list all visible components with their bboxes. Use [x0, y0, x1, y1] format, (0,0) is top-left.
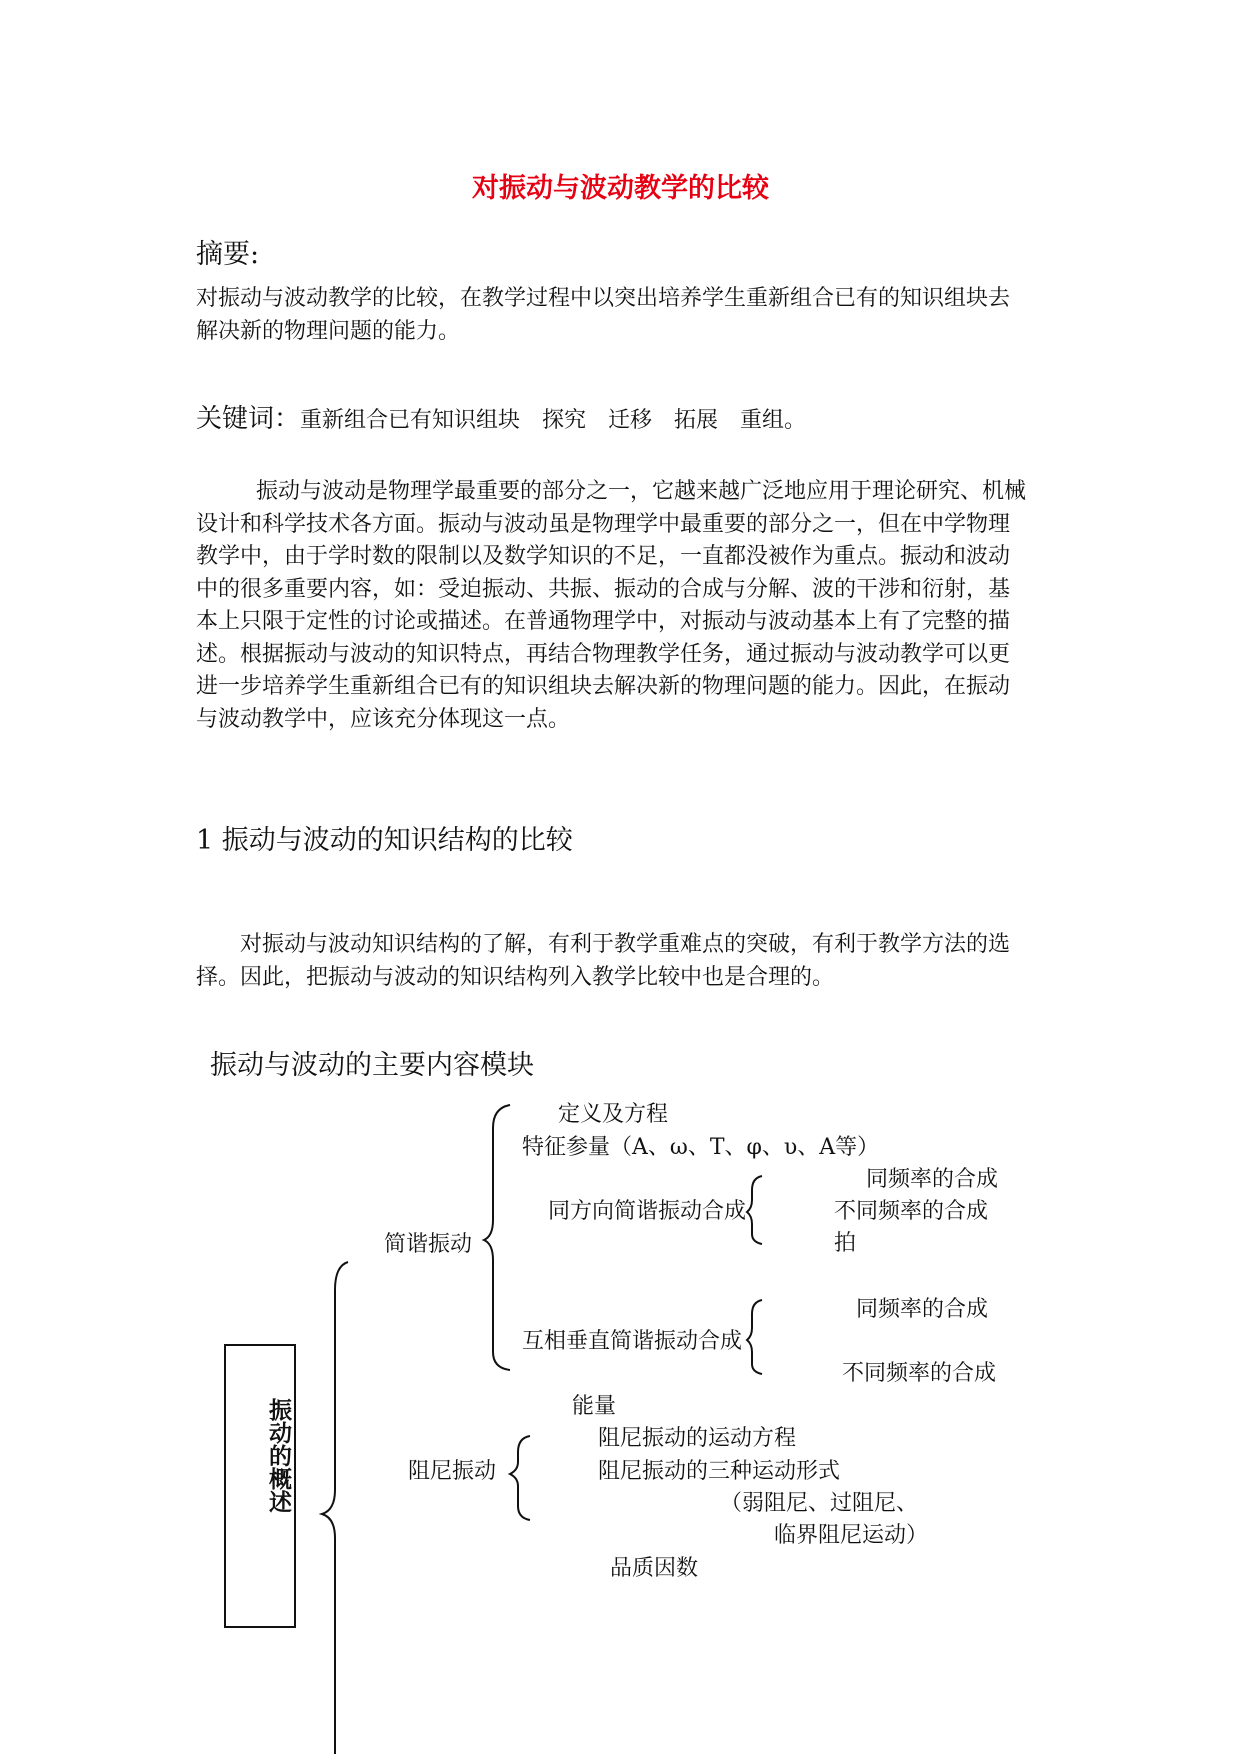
section-1-heading: 1 振动与波动的知识结构的比较	[196, 825, 573, 856]
tree-damped-forms-b: 临界阻尼运动）	[774, 1523, 929, 1548]
tree-definition: 定义及方程	[558, 1102, 669, 1127]
abstract-heading: 摘要:	[196, 239, 260, 270]
tree-same-direction: 同方向简谐振动合成	[548, 1199, 747, 1224]
concept-box	[224, 1344, 296, 1628]
tree-perp-diff-freq: 不同频率的合成	[842, 1361, 997, 1386]
keywords-label: 关键词：	[196, 404, 301, 434]
tree-simple-harmonic: 简谐振动	[384, 1232, 473, 1257]
tree-same-dir-diff-freq: 不同频率的合成	[834, 1199, 989, 1224]
module-title: 振动与波动的主要内容模块	[210, 1050, 534, 1081]
damped-brace	[510, 1436, 530, 1520]
concept-box-text: 振动的概述	[265, 1398, 291, 1513]
tree-perp-same-freq: 同频率的合成	[856, 1297, 989, 1322]
same-direction-brace	[747, 1176, 762, 1244]
abstract-text: 对振动与波动教学的比较，在教学过程中以突出培养学生重新组合已有的知识组块去解决新的物理问题的能力。	[196, 286, 1011, 344]
tree-damped-forms-a: （弱阻尼、过阻尼、	[720, 1491, 919, 1516]
main-brace	[322, 1262, 348, 1754]
tree-quality-factor: 品质因数	[610, 1556, 699, 1581]
intro-paragraph: 振动与波动是物理学最重要的部分之一，它越来越广泛地应用于理论研究、机械设计和科学技术各方面。振动与波动虽是物理学中最重要的部分之一，但在中学物理教学中，由于学时数的限制以及数学知识的不足，一直都没被作为重点。振动和波动中的很多重要内容，如：受迫振动、共振、振动的合成与分解、波的干涉和衍射，基本上只限于定性的讨论或描述。在普通物理学中，对振动与波动基本上有了完整的描述。根据振动与波动的知识特点，再结合物理教学任务，通过振动与波动教学可以更进一步培养学生重新组合已有的知识组块去解决新的物理问题的能力。因此，在振动与波动教学中，应该充分体现这一点。	[196, 479, 1027, 732]
tree-damped: 阻尼振动	[408, 1459, 497, 1484]
tree-parameters: 特征参量（A、ω、T、φ、υ、A等）	[522, 1135, 880, 1160]
tree-perpendicular: 互相垂直简谐振动合成	[522, 1329, 743, 1354]
perpendicular-brace	[747, 1300, 762, 1374]
section-1-paragraph: 对振动与波动知识结构的了解，有利于教学重难点的突破，有利于教学方法的选择。因此，把振动与波动的知识结构列入教学比较中也是合理的。	[196, 932, 1011, 990]
tree-energy: 能量	[572, 1394, 617, 1419]
tree-beat: 拍	[834, 1231, 857, 1256]
tree-damped-forms: 阻尼振动的三种运动形式	[598, 1459, 841, 1484]
simple-harmonic-brace	[484, 1105, 510, 1370]
tree-same-dir-same-freq: 同频率的合成	[866, 1167, 999, 1192]
tree-damped-equation: 阻尼振动的运动方程	[598, 1426, 797, 1451]
document-title: 对振动与波动教学的比较	[472, 173, 769, 204]
keywords-text: 重新组合已有知识组块 探究 迁移 拓展 重组。	[300, 408, 807, 433]
